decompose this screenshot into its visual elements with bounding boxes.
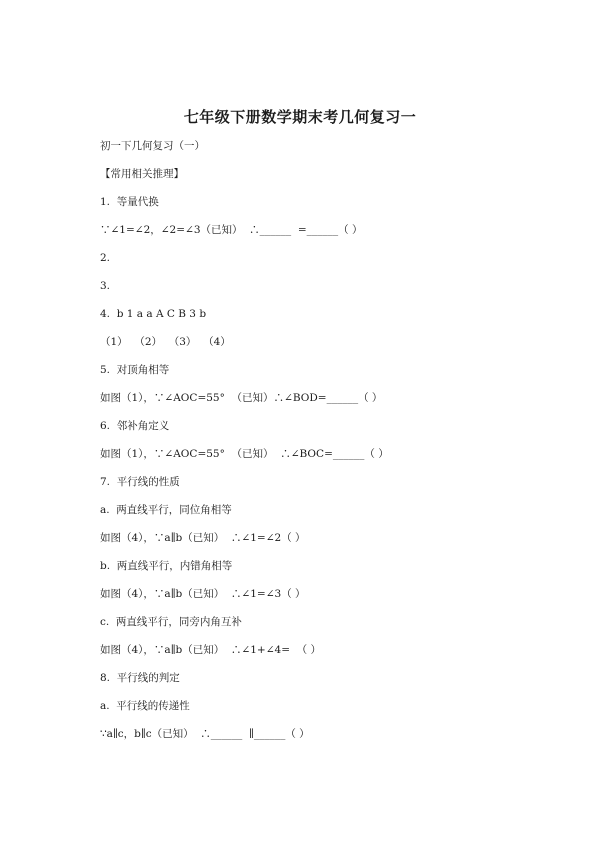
subitem-heading-7c: c. 两直线平行，同旁内角互补: [100, 616, 242, 628]
item-text-6: 如图（1），∵∠AOC=55° （已知） ∴∠BOC=______（ ）: [100, 448, 389, 460]
item-text-1: ∵∠1=∠2，∠2=∠3（已知） ∴______ =______（ ）: [100, 224, 363, 236]
page-title: 七年级下册数学期末考几何复习一: [183, 108, 417, 126]
item-heading-6: 6. 邻补角定义: [100, 420, 170, 432]
item-heading-2: 2.: [100, 252, 111, 264]
subitem-heading-7b: b. 两直线平行，内错角相等: [100, 560, 233, 572]
subitem-heading-7a: a. 两直线平行，同位角相等: [100, 504, 232, 516]
subtitle: 初一下几何复习（一）: [100, 140, 205, 152]
item-heading-8: 8. 平行线的判定: [100, 672, 180, 684]
subitem-heading-8a: a. 平行线的传递性: [100, 700, 190, 712]
item-text-5: 如图（1），∵∠AOC=55° （已知）∴∠BOD=______（ ）: [100, 392, 383, 404]
item-heading-3: 3.: [100, 280, 111, 292]
subitem-text-7c: 如图（4），∵a∥b（已知） ∴∠1+∠4= （ ）: [100, 644, 322, 656]
item-heading-5: 5. 对顶角相等: [100, 364, 170, 376]
section-heading: 【常用相关推理】: [100, 168, 184, 180]
figure-labels: （1） （2） （3） （4）: [100, 336, 231, 348]
subitem-text-7b: 如图（4），∵a∥b（已知） ∴∠1=∠3（ ）: [100, 588, 306, 600]
subitem-text-7a: 如图（4），∵a∥b（已知） ∴∠1=∠2（ ）: [100, 532, 306, 544]
subitem-text-8a: ∵a∥c，b∥c（已知） ∴______ ∥______（ ）: [100, 728, 310, 740]
item-heading-1: 1. 等量代换: [100, 196, 159, 208]
item-heading-4: 4. b 1 a a A C B 3 b: [100, 308, 207, 320]
item-heading-7: 7. 平行线的性质: [100, 476, 180, 488]
